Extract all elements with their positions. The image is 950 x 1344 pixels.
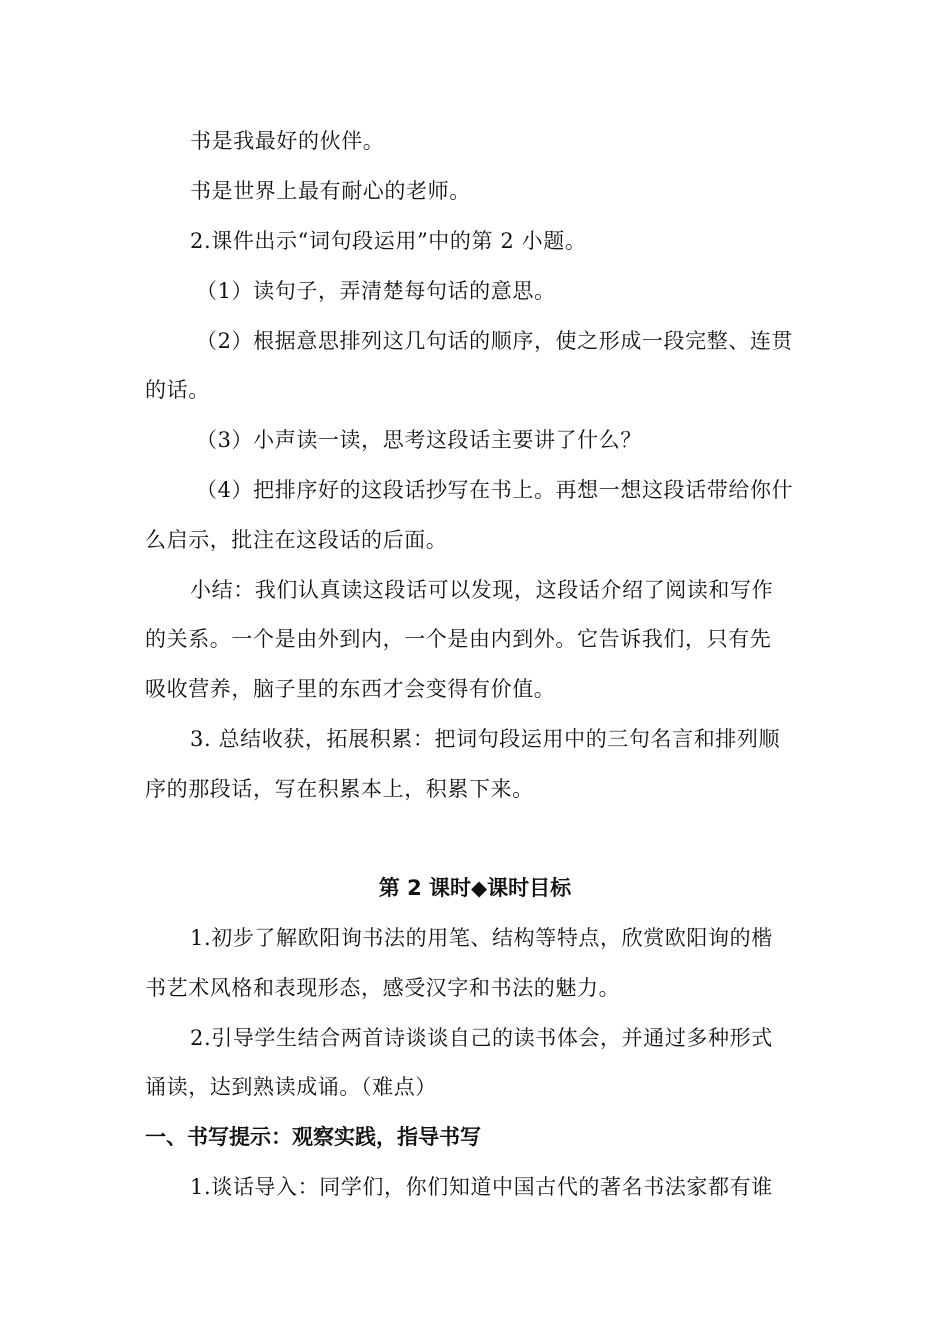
text-line: （4）把排序好的这段话抄写在书上。再想一想这段话带给你什	[196, 478, 794, 502]
text-line: （2）根据意思排列这几句话的顺序，使之形成一段完整、连贯	[196, 329, 794, 353]
goal-line: 2.引导学生结合两首诗谈谈自己的读书体会，并通过多种形式	[190, 1026, 773, 1050]
text-line: 书是我最好的伙伴。	[190, 129, 385, 153]
text-line: 小结：我们认真读这段话可以发现，这段话介绍了阅读和写作	[190, 578, 774, 602]
text-line: 的关系。一个是由外到内，一个是由内到外。它告诉我们，只有先	[145, 627, 772, 651]
goal-line: 书艺术风格和表现形态，感受汉字和书法的魅力。	[145, 976, 621, 1000]
text-line: 的话。	[145, 378, 210, 402]
text-line: 1.谈话导入：同学们，你们知道中国古代的著名书法家都有谁	[190, 1175, 773, 1199]
goal-line: 诵读，达到熟读成诵。（难点）	[145, 1075, 437, 1099]
text-line: 吸收营养，脑子里的东西才会变得有价值。	[145, 677, 556, 701]
section-title: 第 2 课时◆课时目标	[378, 876, 572, 900]
text-line: 序的那段话，写在积累本上，积累下来。	[145, 777, 534, 801]
text-line: 么启示，批注在这段话的后面。	[145, 528, 448, 552]
text-line: 2.课件出示“词句段运用”中的第 2 小题。	[190, 229, 587, 253]
section-heading: 一、书写提示：观察实践，指导书写	[145, 1125, 481, 1149]
text-line: （3）小声读一读，思考这段话主要讲了什么？	[196, 428, 642, 452]
text-line: （1）读句子，弄清楚每句话的意思。	[196, 279, 556, 303]
text-line: 3. 总结收获，拓展积累：把词句段运用中的三句名言和排列顺	[190, 727, 781, 751]
goal-line: 1.初步了解欧阳询书法的用笔、结构等特点，欣赏欧阳询的楷	[190, 926, 773, 950]
text-line: 书是世界上最有耐心的老师。	[190, 179, 471, 203]
